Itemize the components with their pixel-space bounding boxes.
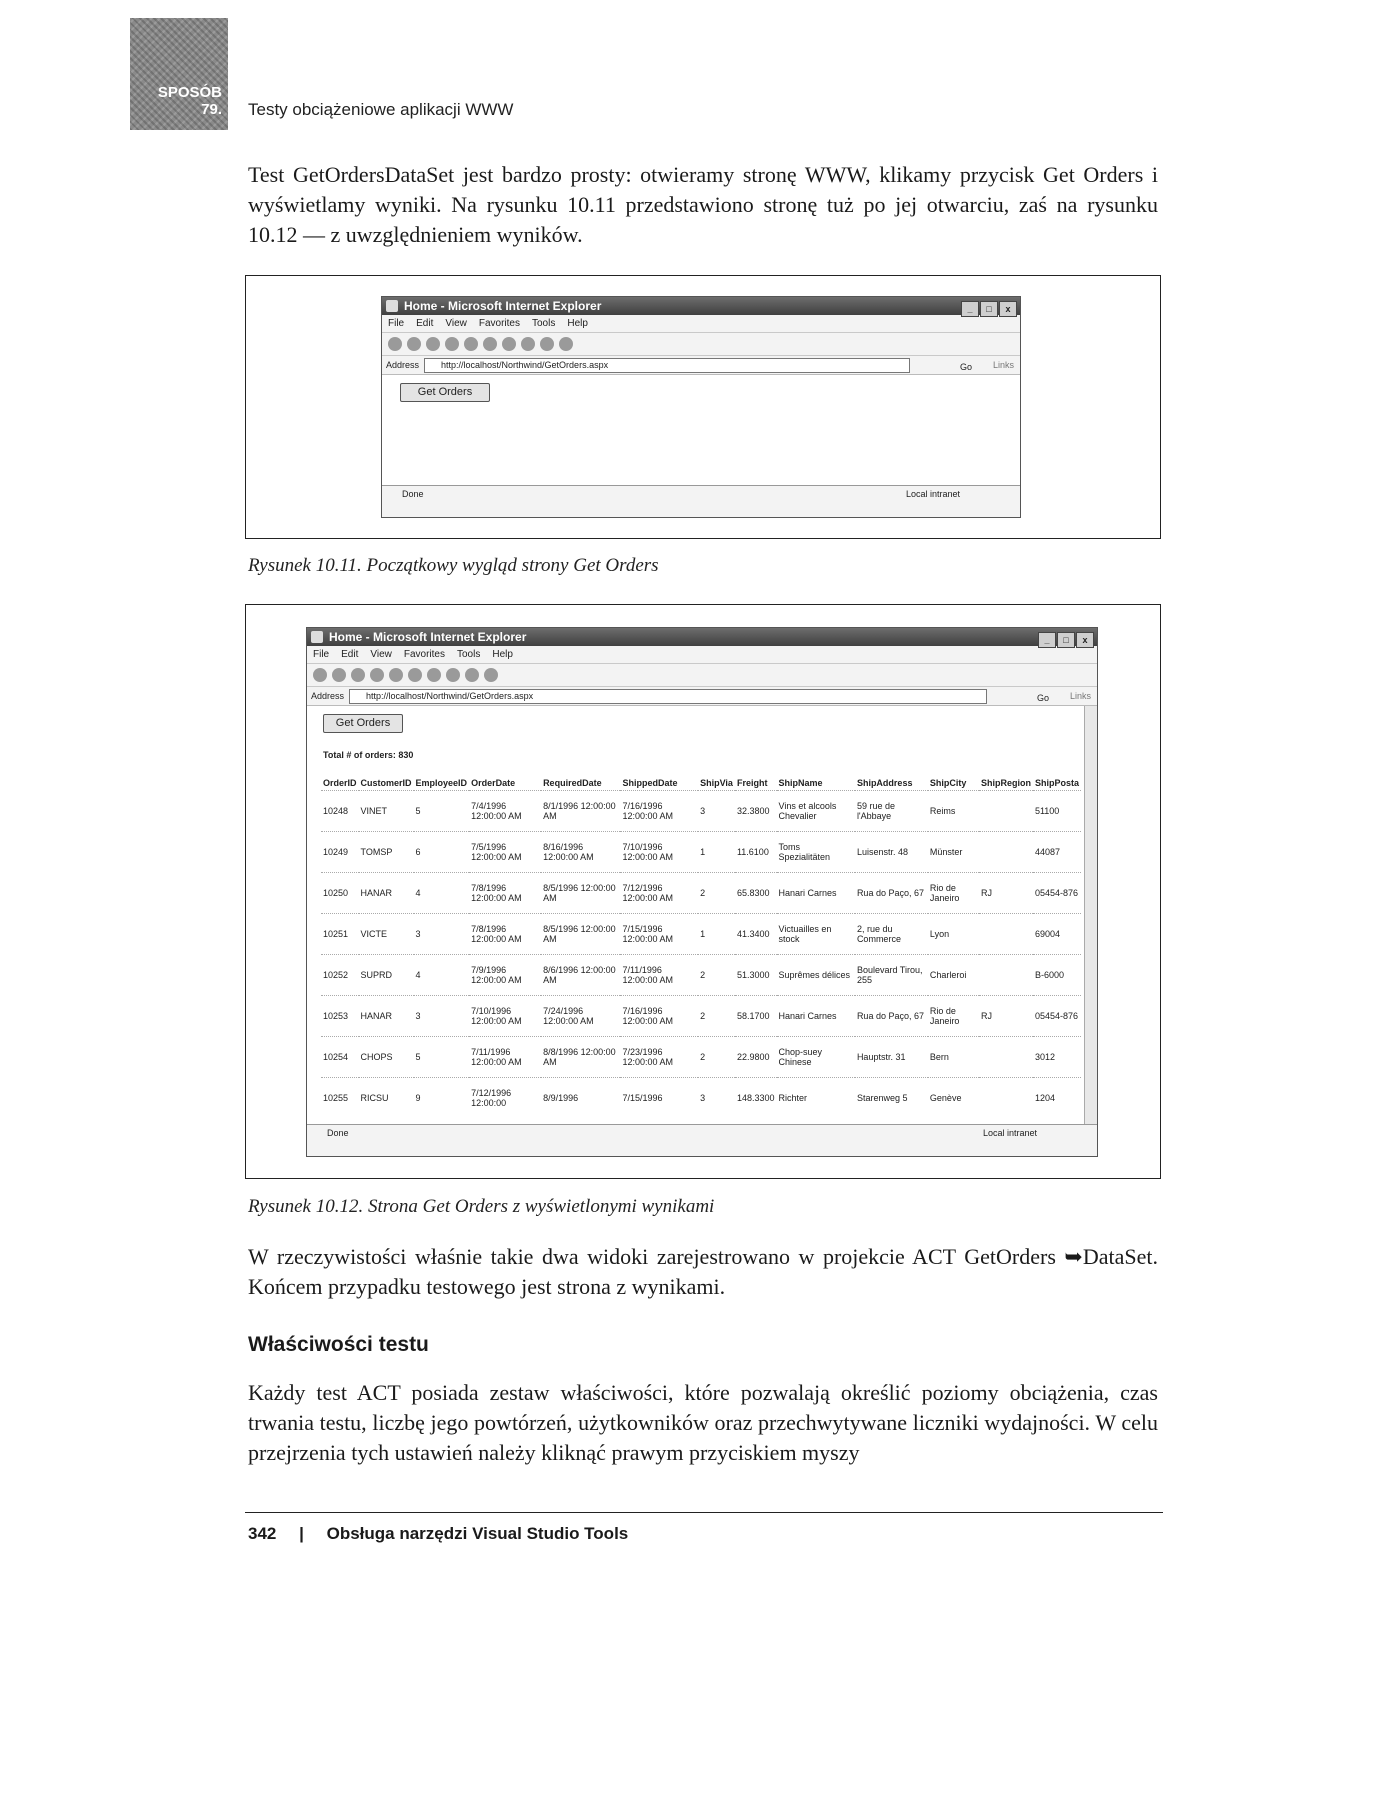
table-cell: 5: [414, 1037, 470, 1078]
column-header: ShipPosta: [1034, 778, 1079, 788]
table-cell: 2, rue du Commerce: [855, 914, 928, 955]
table-cell: 10250: [321, 873, 359, 914]
table-cell: B-6000: [1033, 955, 1081, 996]
footer-separator: |: [299, 1524, 304, 1543]
table-cell: 10248: [321, 791, 359, 832]
window-title: Home - Microsoft Internet Explorer: [329, 630, 527, 644]
table-cell: 7/5/1996 12:00:00 AM: [469, 832, 541, 873]
toolbar: [307, 664, 1097, 687]
table-cell: 7/15/1996: [620, 1078, 698, 1119]
table-cell: Reims: [928, 791, 979, 832]
table-cell: VINET: [359, 791, 414, 832]
table-cell: 4: [414, 955, 470, 996]
refresh-icon[interactable]: [445, 337, 459, 351]
table-cell: Münster: [928, 832, 979, 873]
window-title: Home - Microsoft Internet Explorer: [404, 299, 602, 313]
titlebar: [307, 628, 1097, 646]
menu-help[interactable]: Help: [492, 649, 513, 660]
column-header: ShipAddress: [856, 778, 913, 788]
page-number: 342: [248, 1524, 277, 1543]
total-value: 830: [398, 750, 414, 760]
print-icon[interactable]: [559, 337, 573, 351]
table-row: [321, 996, 1081, 1037]
book-title: Obsługa narzędzi Visual Studio Tools: [326, 1524, 629, 1543]
address-label: Address: [311, 691, 345, 701]
table-header-row: [321, 776, 1081, 791]
table-cell: 4: [414, 873, 470, 914]
mail-icon[interactable]: [465, 668, 479, 682]
table-cell: Hanari Carnes: [777, 873, 855, 914]
table-cell: 10253: [321, 996, 359, 1037]
table-cell: 58.1700: [735, 996, 777, 1037]
badge-number: 79.: [201, 101, 222, 118]
column-header: OrderID: [323, 778, 357, 788]
running-title: Testy obciążeniowe aplikacji WWW: [248, 100, 514, 119]
table-cell: Starenweg 5: [855, 1078, 928, 1119]
back-icon[interactable]: [313, 668, 327, 682]
status-bar: [382, 485, 1020, 502]
menu-edit[interactable]: Edit: [341, 649, 359, 660]
table-cell: Lyon: [928, 914, 979, 955]
table-cell: 7/8/1996 12:00:00 AM: [469, 873, 541, 914]
table-cell: 10255: [321, 1078, 359, 1119]
table-cell: [979, 914, 1033, 955]
table-cell: Rua do Paço, 67: [855, 996, 928, 1037]
menu-tools[interactable]: Tools: [456, 649, 481, 660]
table-cell: 3: [414, 914, 470, 955]
menu-tools[interactable]: Tools: [531, 318, 556, 329]
home-icon[interactable]: [464, 337, 478, 351]
table-cell: Suprêmes délices: [777, 955, 855, 996]
table-cell: 8/16/1996 12:00:00 AM: [541, 832, 620, 873]
vertical-scrollbar[interactable]: [1084, 706, 1097, 1124]
go-button[interactable]: Go: [959, 362, 972, 372]
address-bar: [307, 687, 1097, 706]
browser-window-2: [306, 627, 1098, 1157]
print-icon[interactable]: [484, 668, 498, 682]
table-cell: [979, 1078, 1033, 1119]
table-cell: 3: [698, 1078, 735, 1119]
table-cell: 1: [698, 914, 735, 955]
table-cell: 10254: [321, 1037, 359, 1078]
table-cell: 8/1/1996 12:00:00 AM: [541, 791, 620, 832]
table-cell: 7/12/1996 12:00:00: [469, 1078, 541, 1119]
table-cell: 9: [414, 1078, 470, 1119]
table-cell: 59 rue de l'Abbaye: [855, 791, 928, 832]
column-header: ShipRegion: [980, 778, 1031, 788]
table-cell: [979, 955, 1033, 996]
address-bar: [382, 356, 1020, 375]
table-cell: 1204: [1033, 1078, 1081, 1119]
footer: [248, 1524, 628, 1544]
ie-icon: [311, 631, 323, 643]
table-cell: 11.6100: [735, 832, 777, 873]
table-cell: 69004: [1033, 914, 1081, 955]
table-row: [321, 791, 1081, 832]
table-cell: SUPRD: [359, 955, 414, 996]
table-cell: Hauptstr. 31: [855, 1037, 928, 1078]
status-text: Done: [402, 489, 424, 499]
chapter-badge: [130, 18, 228, 130]
history-icon[interactable]: [446, 668, 460, 682]
table-cell: 7/9/1996 12:00:00 AM: [469, 955, 541, 996]
table-cell: 7/10/1996 12:00:00 AM: [620, 832, 698, 873]
figure-10-12-caption: Rysunek 10.12. Strona Get Orders z wyświetlonymi wynikami: [248, 1196, 715, 1217]
home-icon[interactable]: [389, 668, 403, 682]
table-cell: 7/16/1996 12:00:00 AM: [620, 996, 698, 1037]
table-row: [321, 873, 1081, 914]
table-cell: 3: [414, 996, 470, 1037]
page-content: [382, 375, 1020, 485]
table-cell: 22.9800: [735, 1037, 777, 1078]
intro-paragraph: Test GetOrdersDataSet jest bardzo prosty: otwieramy stronę WWW, klikamy przycisk Get Orders i wyświetlamy wyniki. Na rysunku 10.11 przedstawiono stronę tuż po jej otwarciu, zaś na rysunku 10.12 — z uwzględnieniem wyników.: [248, 162, 1158, 247]
table-cell: 2: [698, 873, 735, 914]
go-button[interactable]: Go: [1036, 693, 1049, 703]
minimize-icon[interactable]: _: [961, 301, 979, 317]
table-cell: 8/9/1996: [541, 1078, 620, 1119]
table-cell: 05454-876: [1033, 996, 1081, 1037]
column-header: ShipVia: [700, 778, 733, 788]
stop-icon[interactable]: [426, 337, 440, 351]
table-row: [321, 1078, 1081, 1119]
menu-bar: [307, 646, 1097, 664]
refresh-icon[interactable]: [370, 668, 384, 682]
table-cell: Boulevard Tirou, 255: [855, 955, 928, 996]
table-cell: 10249: [321, 832, 359, 873]
table-cell: Luisenstr. 48: [855, 832, 928, 873]
forward-icon[interactable]: [407, 337, 421, 351]
table-cell: 5: [414, 791, 470, 832]
table-cell: 8/6/1996 12:00:00 AM: [541, 955, 620, 996]
figure-10-11: [245, 275, 1161, 539]
column-header: CustomerID: [360, 778, 412, 788]
table-cell: [979, 1037, 1033, 1078]
table-cell: Chop-suey Chinese: [777, 1037, 855, 1078]
table-cell: Rio de Janeiro: [928, 873, 979, 914]
mail-icon[interactable]: [540, 337, 554, 351]
table-cell: 8/5/1996 12:00:00 AM: [541, 873, 620, 914]
menu-bar: [382, 315, 1020, 333]
table-cell: 2: [698, 996, 735, 1037]
orders-table: [321, 776, 1081, 1118]
zone-text: Local intranet: [905, 489, 960, 499]
table-cell: 44087: [1033, 832, 1081, 873]
table-cell: 7/11/1996 12:00:00 AM: [469, 1037, 541, 1078]
table-cell: [979, 832, 1033, 873]
paragraph-2: W rzeczywistości właśnie takie dwa widoki zarejestrowano w projekcie ACT GetOrders ➥DataSet. Końcem przypadku testowego jest strona z wynikami.: [248, 1244, 1158, 1299]
table-cell: 10251: [321, 914, 359, 955]
status-bar: [307, 1124, 1097, 1141]
section-heading: Właściwości testu: [248, 1333, 429, 1356]
total-label: Total # of orders:: [323, 750, 396, 760]
footer-rule: [245, 1512, 1163, 1513]
menu-file[interactable]: File: [388, 318, 405, 329]
ie-icon: [386, 300, 398, 312]
table-cell: 10252: [321, 955, 359, 996]
table-cell: Victuailles en stock: [777, 914, 855, 955]
table-cell: 7/4/1996 12:00:00 AM: [469, 791, 541, 832]
table-cell: Vins et alcools Chevalier: [777, 791, 855, 832]
table-cell: [979, 791, 1033, 832]
menu-file[interactable]: File: [313, 649, 330, 660]
table-cell: 7/23/1996 12:00:00 AM: [620, 1037, 698, 1078]
table-cell: Genève: [928, 1078, 979, 1119]
maximize-icon[interactable]: □: [1057, 632, 1075, 648]
table-cell: Charleroi: [928, 955, 979, 996]
menu-favorites[interactable]: Favorites: [403, 649, 445, 660]
column-header: ShippedDate: [622, 778, 678, 788]
table-row: [321, 832, 1081, 873]
table-cell: 51.3000: [735, 955, 777, 996]
column-header: Freight: [736, 778, 768, 788]
menu-help[interactable]: Help: [567, 318, 588, 329]
table-cell: VICTE: [359, 914, 414, 955]
table-cell: 41.3400: [735, 914, 777, 955]
column-header: OrderDate: [471, 778, 516, 788]
toolbar: [382, 333, 1020, 356]
table-cell: 3: [698, 791, 735, 832]
figure-10-12: [245, 604, 1161, 1179]
close-icon[interactable]: x: [999, 301, 1017, 317]
table-cell: HANAR: [359, 996, 414, 1037]
menu-edit[interactable]: Edit: [416, 318, 434, 329]
table-row: [321, 914, 1081, 955]
table-cell: TOMSP: [359, 832, 414, 873]
page-content: [307, 706, 1097, 1124]
orders-grid: [321, 776, 1081, 1118]
table-cell: Toms Spezialitäten: [777, 832, 855, 873]
favorites-icon[interactable]: [502, 337, 516, 351]
zone-text: Local intranet: [982, 1128, 1037, 1138]
paragraph-3: Każdy test ACT posiada zestaw właściwości, które pozwalają określić poziomy obciążenia, czas trwania testu, liczbę jego powtórzeń, użytkowników oraz przechwytywane liczniki wydajności. W celu przejrzenia tych ustawień należy kliknąć prawym przyciskiem myszy: [248, 1380, 1158, 1465]
url-input[interactable]: http://localhost/Northwind/GetOrders.aspx: [349, 689, 987, 704]
table-cell: Bern: [928, 1037, 979, 1078]
table-cell: RJ: [979, 873, 1033, 914]
table-cell: 7/10/1996 12:00:00 AM: [469, 996, 541, 1037]
browser-window-1: [381, 296, 1021, 518]
table-row: [321, 1037, 1081, 1078]
table-cell: 1: [698, 832, 735, 873]
menu-favorites[interactable]: Favorites: [478, 318, 520, 329]
table-cell: 7/24/1996 12:00:00 AM: [541, 996, 620, 1037]
history-icon[interactable]: [521, 337, 535, 351]
badge-label: SPOSÓB: [157, 84, 222, 101]
menu-view[interactable]: View: [445, 318, 467, 329]
get-orders-button[interactable]: Get Orders: [400, 383, 490, 402]
table-cell: 7/16/1996 12:00:00 AM: [620, 791, 698, 832]
links-button[interactable]: Links: [1069, 691, 1091, 701]
get-orders-button[interactable]: Get Orders: [323, 714, 403, 733]
table-cell: HANAR: [359, 873, 414, 914]
table-row: [321, 955, 1081, 996]
table-cell: 6: [414, 832, 470, 873]
figure-10-11-caption: Rysunek 10.11. Początkowy wygląd strony Get Orders: [248, 555, 659, 576]
table-cell: Richter: [777, 1078, 855, 1119]
status-text: Done: [327, 1128, 349, 1138]
table-cell: 8/5/1996 12:00:00 AM: [541, 914, 620, 955]
table-cell: 7/8/1996 12:00:00 AM: [469, 914, 541, 955]
table-cell: 32.3800: [735, 791, 777, 832]
menu-view[interactable]: View: [370, 649, 392, 660]
search-icon[interactable]: [408, 668, 422, 682]
total-orders: [323, 750, 413, 760]
minimize-icon[interactable]: _: [1038, 632, 1056, 648]
column-header: RequiredDate: [543, 778, 602, 788]
favorites-icon[interactable]: [427, 668, 441, 682]
table-cell: 05454-876: [1033, 873, 1081, 914]
table-cell: Hanari Carnes: [777, 996, 855, 1037]
column-header: ShipCity: [929, 778, 967, 788]
links-button[interactable]: Links: [992, 360, 1014, 370]
table-cell: 65.8300: [735, 873, 777, 914]
stop-icon[interactable]: [351, 668, 365, 682]
table-cell: RICSU: [359, 1078, 414, 1119]
table-cell: 7/15/1996 12:00:00 AM: [620, 914, 698, 955]
table-cell: Rua do Paço, 67: [855, 873, 928, 914]
table-cell: CHOPS: [359, 1037, 414, 1078]
table-cell: 7/12/1996 12:00:00 AM: [620, 873, 698, 914]
table-cell: Rio de Janeiro: [928, 996, 979, 1037]
table-cell: 7/11/1996 12:00:00 AM: [620, 955, 698, 996]
table-cell: 148.3300: [735, 1078, 777, 1119]
url-input[interactable]: http://localhost/Northwind/GetOrders.aspx: [424, 358, 910, 373]
maximize-icon[interactable]: □: [980, 301, 998, 317]
close-icon[interactable]: x: [1076, 632, 1094, 648]
table-cell: 2: [698, 955, 735, 996]
forward-icon[interactable]: [332, 668, 346, 682]
column-header: ShipName: [778, 778, 823, 788]
search-icon[interactable]: [483, 337, 497, 351]
table-cell: 8/8/1996 12:00:00 AM: [541, 1037, 620, 1078]
back-icon[interactable]: [388, 337, 402, 351]
table-cell: RJ: [979, 996, 1033, 1037]
table-cell: 3012: [1033, 1037, 1081, 1078]
table-cell: 2: [698, 1037, 735, 1078]
column-header: EmployeeID: [415, 778, 468, 788]
address-label: Address: [386, 360, 420, 370]
table-cell: 51100: [1033, 791, 1081, 832]
titlebar: [382, 297, 1020, 315]
